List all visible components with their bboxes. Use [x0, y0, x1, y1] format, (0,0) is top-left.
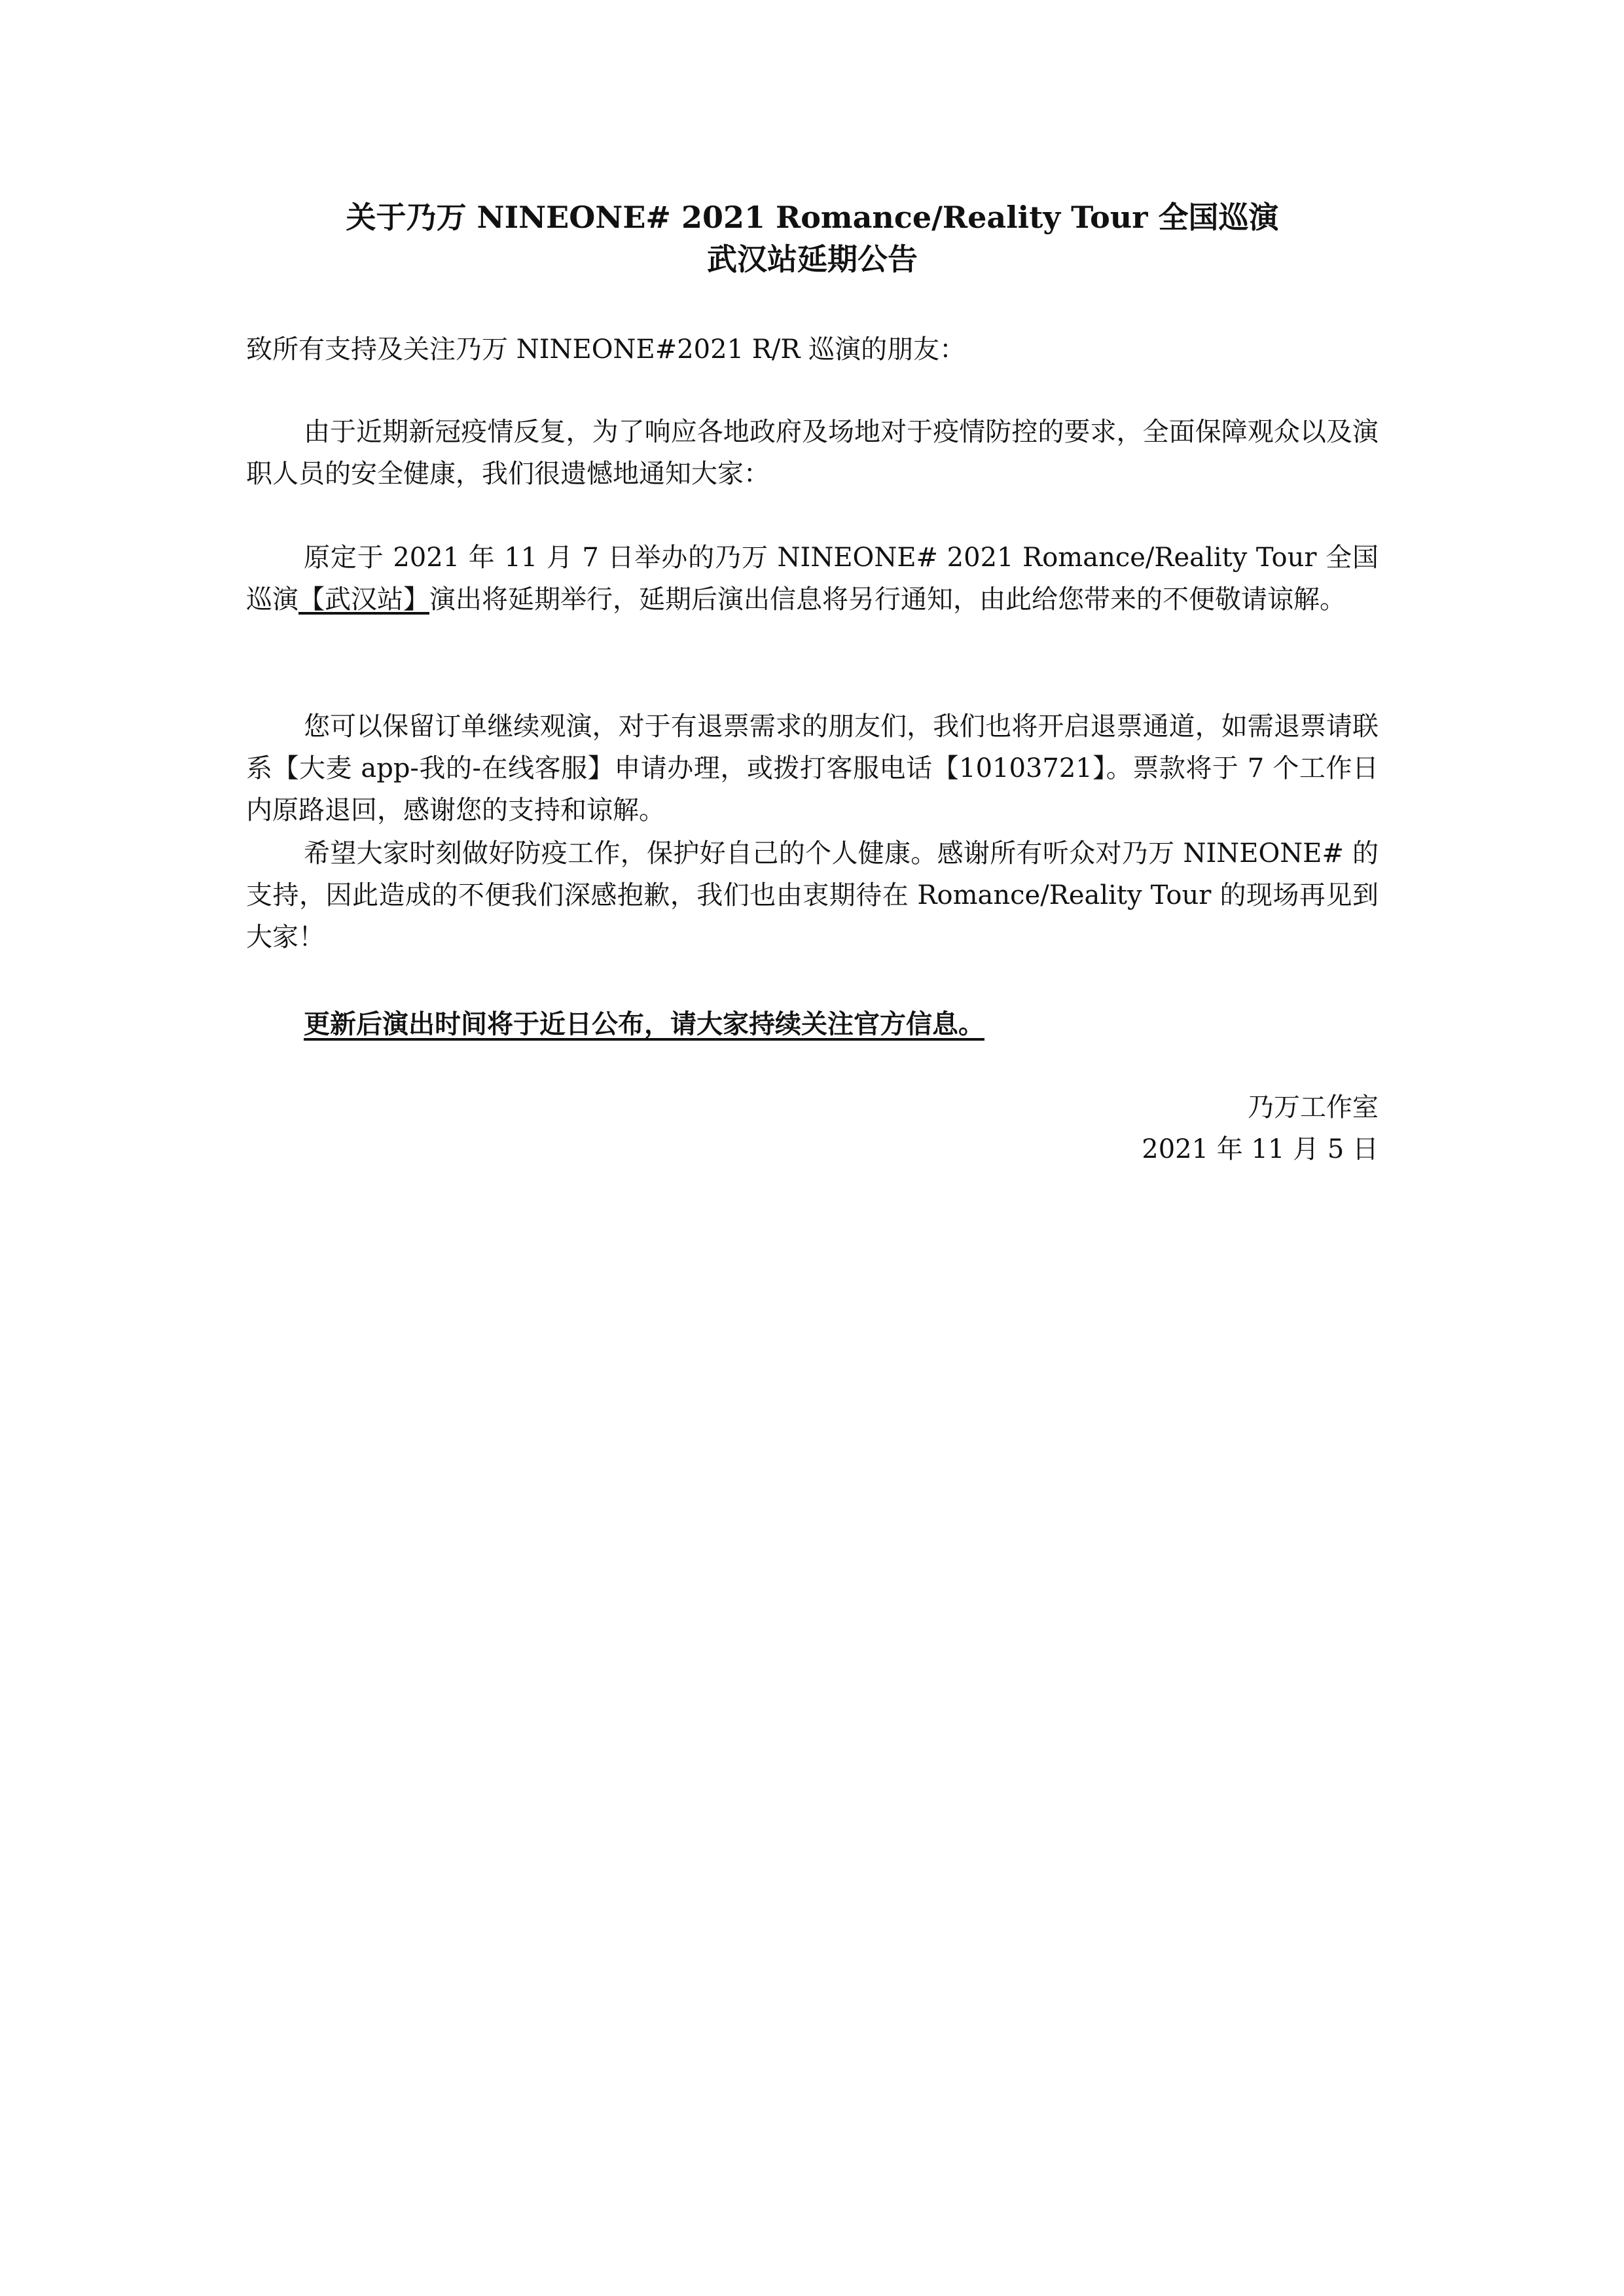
signature-org: 乃万工作室	[1248, 1092, 1379, 1122]
title-line-1: 关于乃万 NINEONE# 2021 Romance/Reality Tour 全国巡演	[346, 200, 1279, 235]
title-line-2: 武汉站延期公告	[707, 242, 918, 277]
paragraph-4: 希望大家时刻做好防疫工作，保护好自己的个人健康。感谢所有听众对乃万 NINEONE# 的支持，因此造成的不便我们深感抱歉，我们也由衷期待在 Romance/Reality Tour 的现场再见到大家！	[246, 838, 1379, 952]
update-note: 更新后演出时间将于近日公布，请大家持续关注官方信息。	[304, 1009, 984, 1039]
paragraph-2-station: 【武汉站】	[298, 584, 429, 615]
signature-date: 2021 年 11 月 5 日	[1142, 1134, 1379, 1164]
paragraph-2-after: 演出将延期举行，延期后演出信息将另行通知，由此给您带来的不便敬请谅解。	[429, 584, 1346, 615]
salutation: 致所有支持及关注乃万 NINEONE#2021 R/R 巡演的朋友：	[246, 334, 966, 365]
paragraph-2	[246, 537, 1379, 620]
paragraph-2-before: 原定于 2021 年 11 月 7 日举办的乃万 NINEONE# 2021 Romance/Reality Tour 全国巡演	[246, 543, 1379, 615]
paragraph-3: 您可以保留订单继续观演，对于有退票需求的朋友们，我们也将开启退票通道，如需退票请联系【大麦 app-我的-在线客服】申请办理，或拨打客服电话【10103721】。票款将于 7 个工作日内原路退回，感谢您的支持和谅解。	[246, 711, 1379, 825]
paragraph-1: 由于近期新冠疫情反复，为了响应各地政府及场地对于疫情防控的要求，全面保障观众以及演职人员的安全健康，我们很遗憾地通知大家：	[246, 417, 1379, 489]
